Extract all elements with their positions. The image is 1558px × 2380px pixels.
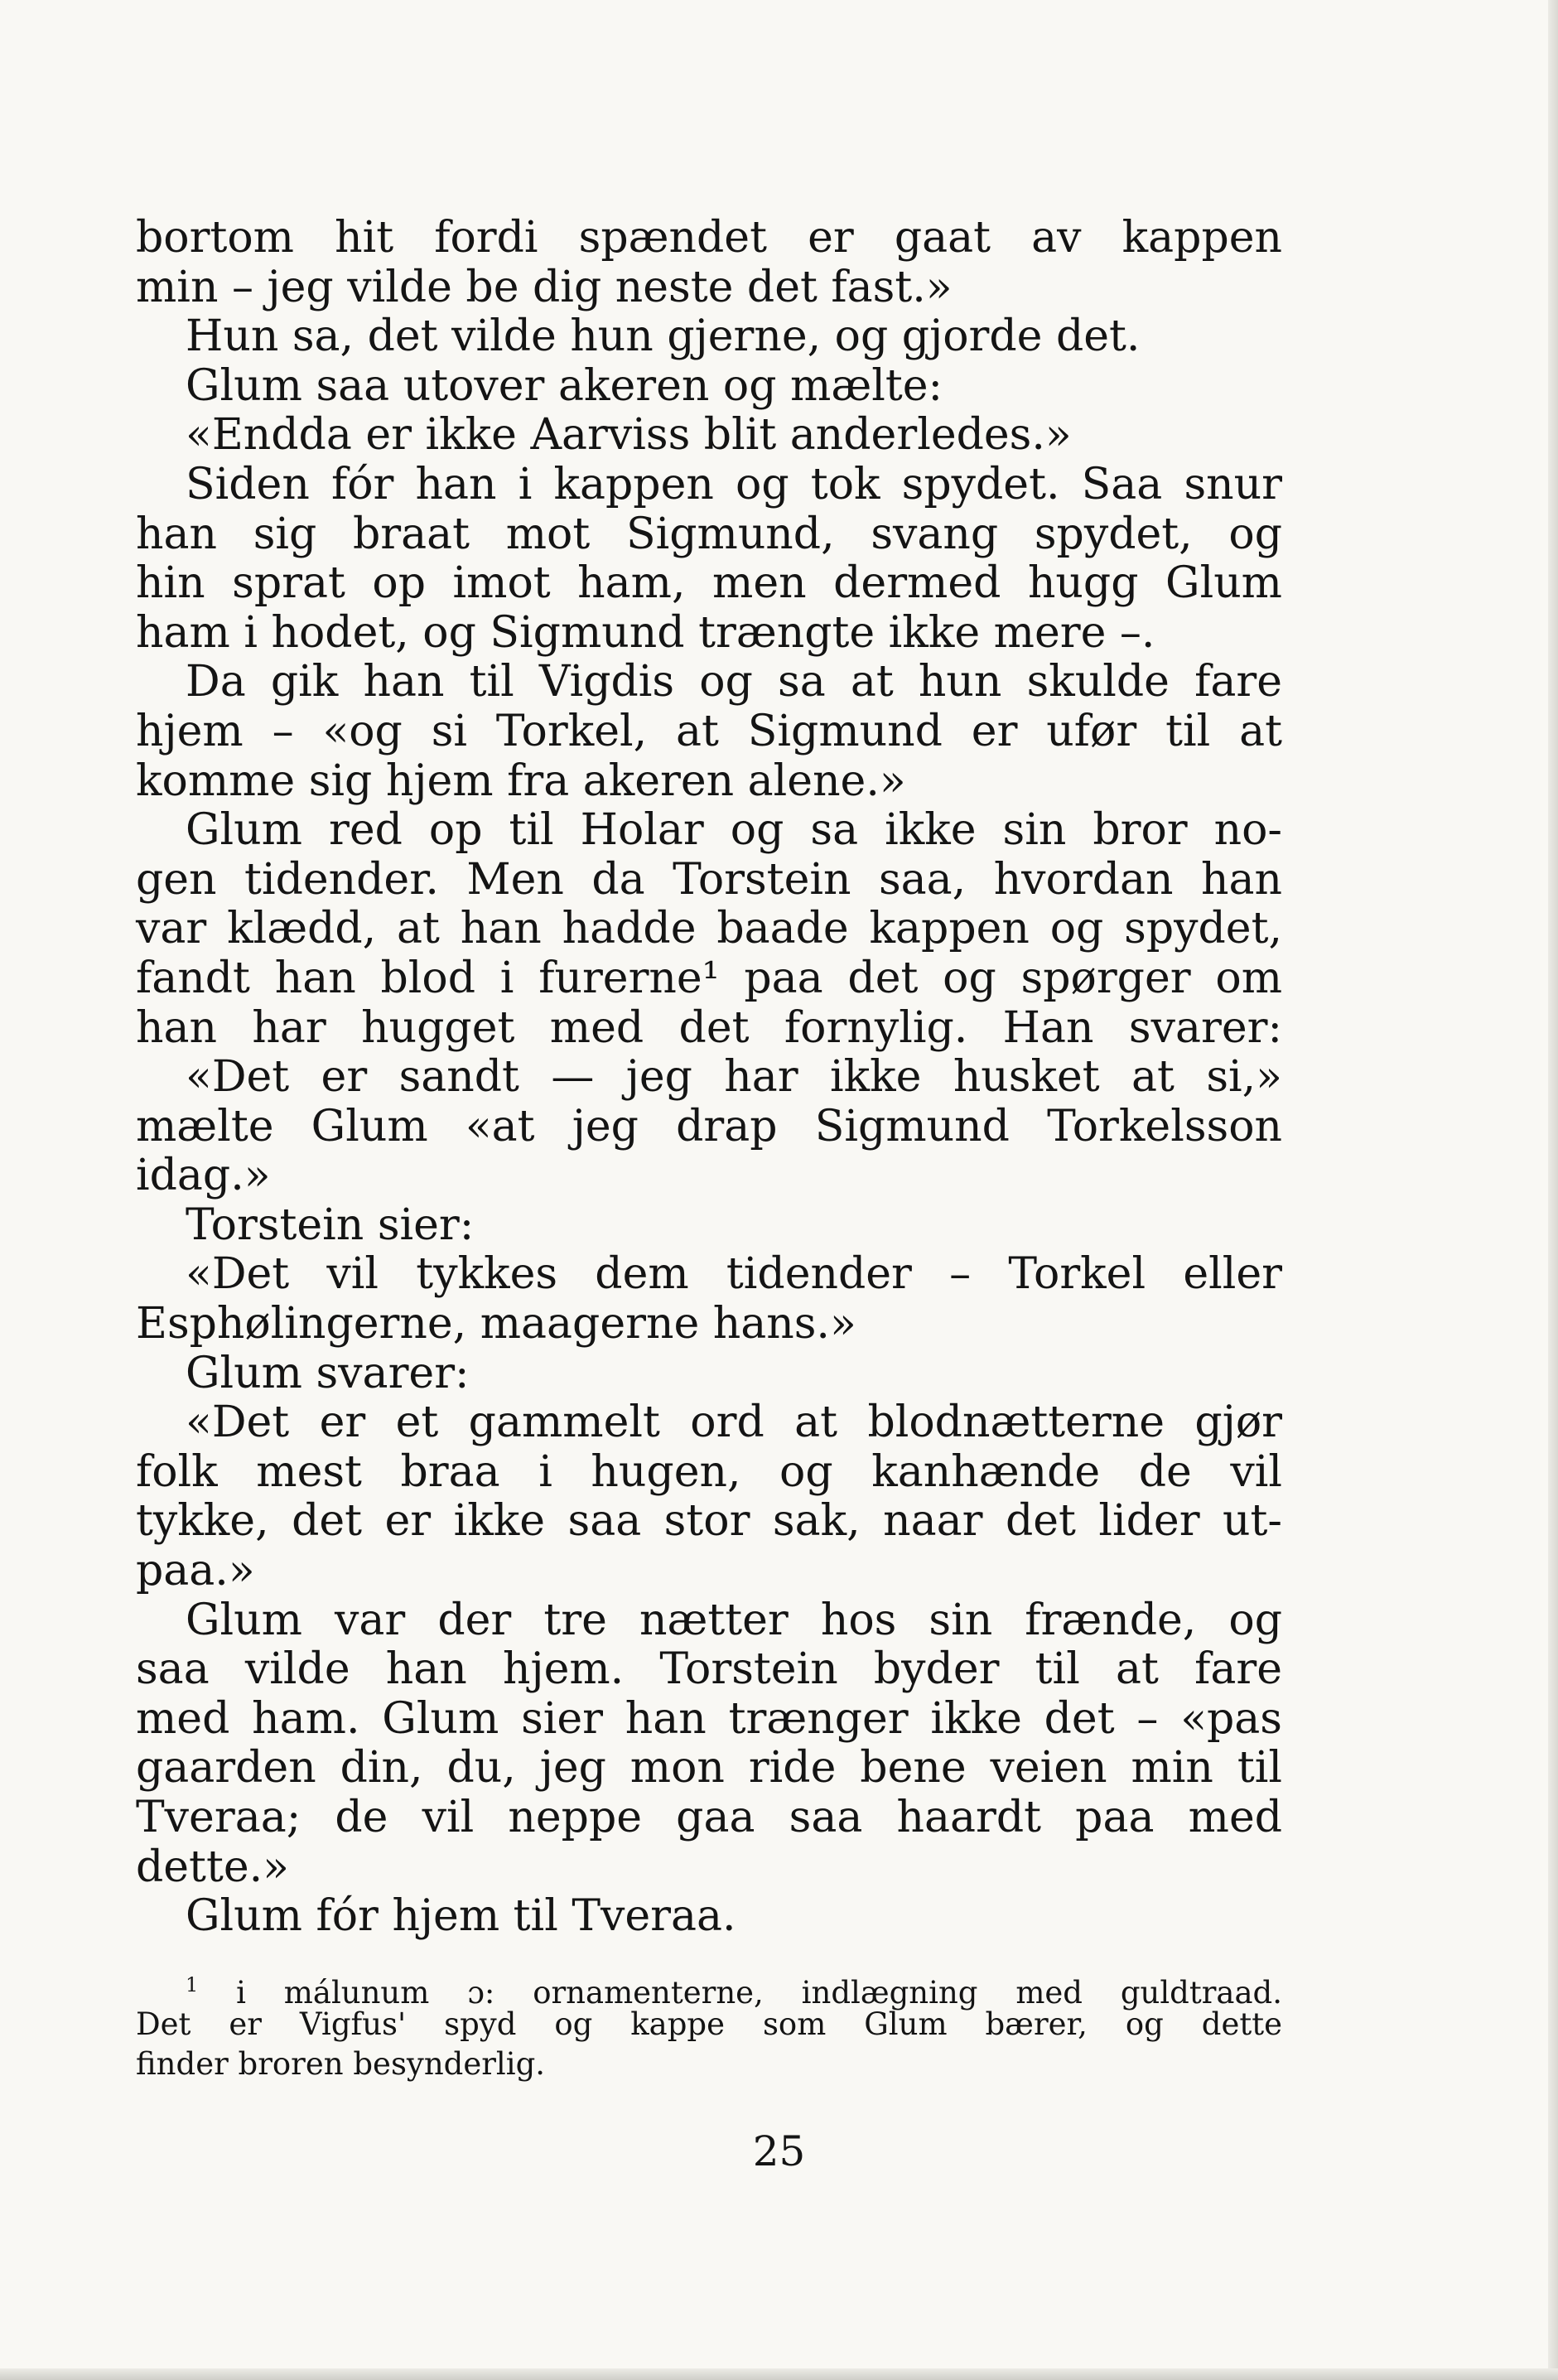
- text-line: «Endda er ikke Aarviss blit anderledes.»: [186, 410, 1072, 461]
- text-line: «Det er sandt — jeg har ikke husket at si,»: [186, 1052, 1282, 1103]
- text-line: «Det er et gammelt ord at blodnætterne gjør: [186, 1398, 1282, 1448]
- text-line: min – jeg vilde be dig neste det fast.»: [136, 262, 953, 312]
- footnote-marker: 1: [186, 1973, 199, 1996]
- text-line: var klædd, at han hadde baade kappen og spydet,: [136, 904, 1282, 954]
- page-edge-shadow: [1548, 0, 1558, 2380]
- text-line: bortom hit fordi spændet er gaat av kappen: [136, 213, 1282, 263]
- text-line: Da gik han til Vigdis og sa at hun skulde fare: [186, 657, 1282, 707]
- text-line: Glum saa utover akeren og mælte:: [186, 360, 943, 411]
- text-line: Glum red op til Holar og sa ikke sin bror no-: [186, 805, 1282, 856]
- footnote-line: [136, 1965, 1282, 2011]
- footnote-text: i málunum ɔ: ornamenterne, indlægning med guldtraad.: [198, 1975, 1282, 2011]
- text-line: fandt han blod i furerne¹ paa det og spørger om: [136, 953, 1282, 1003]
- text-line: gen tidender. Men da Torstein saa, hvordan han: [136, 854, 1282, 905]
- body-text: [136, 214, 1282, 1942]
- text-line: gaarden din, du, jeg mon ride bene veien min til: [136, 1743, 1282, 1793]
- page-bottom-edge: [0, 2368, 1558, 2380]
- text-line: hjem – «og si Torkel, at Sigmund er ufør til at: [136, 706, 1282, 756]
- text-line: Hun sa, det vilde hun gjerne, og gjorde det.: [186, 311, 1141, 362]
- footnote: [136, 1965, 1282, 2084]
- footnote-line: finder broren besynderlig.: [136, 2046, 546, 2082]
- text-line: Glum fór hjem til Tveraa.: [186, 1891, 736, 1942]
- text-line: tykke, det er ikke saa stor sak, naar det lider ut-: [136, 1496, 1282, 1547]
- text-line: paa.»: [136, 1546, 255, 1596]
- text-line: Esphølingerne, maagerne hans.»: [136, 1299, 856, 1349]
- text-line: komme sig hjem fra akeren alene.»: [136, 756, 906, 806]
- text-line: Glum svarer:: [186, 1348, 470, 1398]
- text-line: Glum var der tre nætter hos sin frænde, og: [186, 1595, 1282, 1645]
- text-line: han har hugget med det fornylig. Han svarer:: [136, 1002, 1282, 1053]
- text-line: idag.»: [136, 1151, 271, 1201]
- text-line: folk mest braa i hugen, og kanhænde de vil: [136, 1446, 1282, 1497]
- text-line: han sig braat mot Sigmund, svang spydet, og: [136, 509, 1282, 559]
- text-line: Tveraa; de vil neppe gaa saa haardt paa med: [136, 1793, 1282, 1842]
- page-number: 25: [752, 2127, 806, 2175]
- text-line: Siden fór han i kappen og tok spydet. Saa snur: [186, 459, 1282, 509]
- text-line: ham i hodet, og Sigmund trængte ikke mere –.: [136, 607, 1155, 658]
- text-line: dette.»: [136, 1842, 289, 1892]
- text-line: Torstein sier:: [186, 1200, 475, 1250]
- text-line: hin sprat op imot ham, men dermed hugg Glum: [136, 558, 1282, 609]
- footnote-line: Det er Vigfus' spyd og kappe som Glum bærer, og dette: [136, 2006, 1282, 2042]
- text-line: mælte Glum «at jeg drap Sigmund Torkelsson: [136, 1101, 1282, 1151]
- text-line: saa vilde han hjem. Torstein byder til at fare: [136, 1644, 1282, 1695]
- text-line: «Det vil tykkes dem tidender – Torkel eller: [186, 1249, 1282, 1300]
- text-line: med ham. Glum sier han trænger ikke det – «pas: [136, 1693, 1282, 1744]
